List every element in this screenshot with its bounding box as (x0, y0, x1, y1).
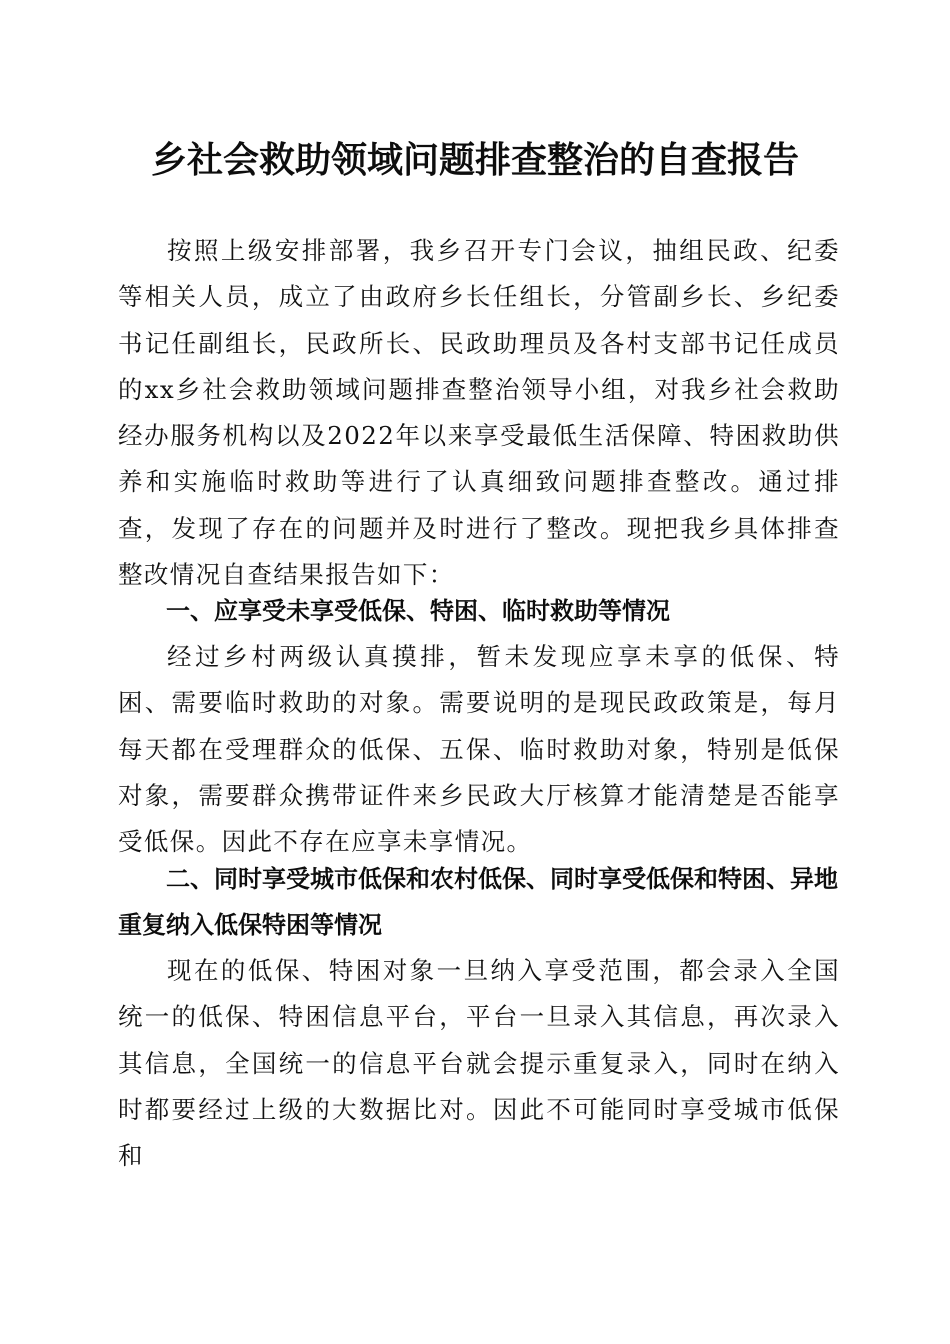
section-1-paragraph: 经过乡村两级认真摸排，暂未发现应享未享的低保、特困、需要临时救助的对象。需要说明的是现民政政策是，每月每天都在受理群众的低保、五保、临时救助对象，特别是低保对象，需要群众携带证件来乡民政大厅核算才能清楚是否能享受低保。因此不存在应享未享情况。 (118, 642, 840, 857)
document-title: 乡社会救助领域问题排查整治的自查报告 (150, 139, 799, 181)
section-2-paragraph: 现在的低保、特困对象一旦纳入享受范围，都会录入全国统一的低保、特困信息平台，平台一旦录入其信息，再次录入其信息，全国统一的信息平台就会提示重复录入，同时在纳入时都要经过上级的大数据比对。因此不可能同时享受城市低保和 (118, 956, 840, 1171)
section-heading-2: 二、同时享受城市低保和农村低保、同时享受低保和特困、异地重复纳入低保特困等情况 (118, 865, 838, 940)
intro-paragraph: 按照上级安排部署，我乡召开专门会议，抽组民政、纪委等相关人员，成立了由政府乡长任组长，分管副乡长、乡纪委书记任副组长，民政所长、民政助理员及各村支部书记任成员的xx乡社会救助领域问题排查整治领导小组，对我乡社会救助经办服务机构以及2022年以来享受最低生活保障、特困救助供养和实施临时救助等进行了认真细致问题排查整改。通过排查，发现了存在的问题并及时进行了整改。现把我乡具体排查整改情况自查结果报告如下： (118, 236, 840, 590)
section-heading-1: 一、应享受未享受低保、特困、临时救助等情况 (166, 597, 670, 625)
